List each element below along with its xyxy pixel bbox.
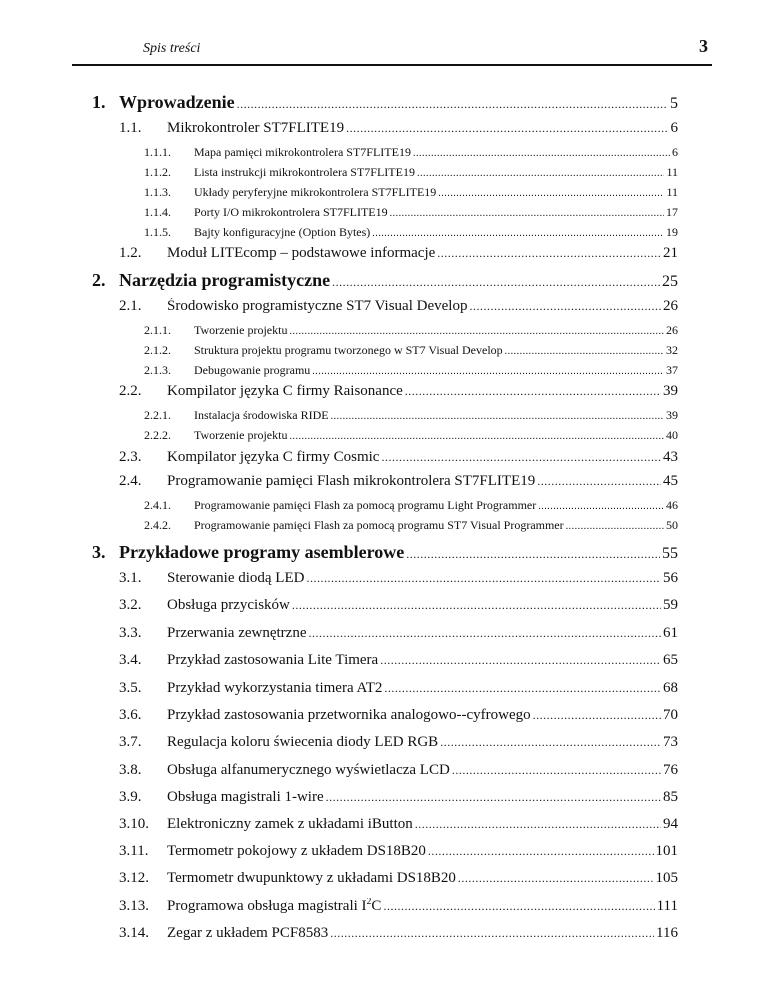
toc-leader bbox=[384, 682, 661, 694]
toc-number: 2.4.2. bbox=[144, 518, 171, 532]
toc-subsection-1-1-2[interactable] bbox=[144, 165, 678, 180]
toc-leader bbox=[406, 548, 660, 560]
toc-page: 70 bbox=[663, 707, 678, 723]
toc-subsection-2-1-1[interactable] bbox=[144, 323, 678, 338]
toc-number: 3.12. bbox=[119, 870, 149, 886]
toc-title: Porty I/O mikrokontrolera ST7FLITE19 bbox=[194, 205, 388, 219]
toc-title: Układy peryferyjne mikrokontrolera ST7FLITE19 bbox=[194, 185, 437, 199]
toc-page: 50 bbox=[666, 518, 678, 532]
toc-page: 39 bbox=[663, 383, 678, 399]
toc-title: Przykład zastosowania Lite Timera bbox=[167, 652, 379, 668]
toc-number: 3.13. bbox=[119, 898, 149, 914]
toc-number: 2.4.1. bbox=[144, 498, 171, 512]
toc-title: Programowanie pamięci Flash za pomocą programu ST7 Visual Programmer bbox=[194, 518, 564, 532]
toc-number: 2.1. bbox=[119, 298, 142, 314]
toc-leader bbox=[306, 572, 661, 584]
toc-number: 3.6. bbox=[119, 707, 142, 723]
toc-page: 39 bbox=[666, 408, 678, 422]
toc-leader bbox=[309, 627, 662, 639]
toc-leader bbox=[372, 229, 664, 239]
toc-page: 26 bbox=[666, 323, 678, 337]
toc-leader bbox=[330, 927, 654, 939]
toc-number: 2. bbox=[92, 270, 106, 290]
toc-leader bbox=[413, 149, 670, 159]
toc-title: Instalacja środowiska RIDE bbox=[194, 408, 329, 422]
toc-title: Przykładowe programy asemblerowe bbox=[119, 542, 405, 562]
toc-page: 26 bbox=[663, 298, 678, 314]
toc-number: 2.2.1. bbox=[144, 408, 171, 422]
toc-title: Przerwania zewnętrzne bbox=[167, 625, 307, 641]
toc-leader bbox=[438, 189, 664, 199]
running-header bbox=[0, 0, 768, 70]
toc-page: 101 bbox=[655, 843, 678, 859]
toc-title: Tworzenie projektu bbox=[194, 428, 288, 442]
toc-section-2-1[interactable] bbox=[119, 298, 678, 315]
toc-number: 2.4. bbox=[119, 473, 142, 489]
toc-number: 3.11. bbox=[119, 843, 149, 859]
toc-page: 17 bbox=[666, 205, 678, 219]
toc-subsection-1-1-4[interactable] bbox=[144, 205, 678, 220]
toc-leader bbox=[332, 276, 660, 288]
toc-leader bbox=[505, 347, 664, 357]
toc-title: Wprowadzenie bbox=[119, 92, 235, 112]
page-number: 3 bbox=[699, 36, 708, 56]
toc-section-2-3[interactable] bbox=[119, 449, 678, 466]
toc-leader bbox=[381, 451, 661, 463]
toc-number: 3.3. bbox=[119, 625, 142, 641]
toc-page: 111 bbox=[656, 898, 678, 914]
toc-section-3-9[interactable] bbox=[119, 789, 678, 806]
toc-section-3-11[interactable] bbox=[119, 843, 678, 860]
toc-title: Elektroniczny zamek z układami iButton bbox=[167, 816, 413, 832]
toc-section-1-1[interactable] bbox=[119, 120, 678, 137]
toc-title bbox=[167, 898, 381, 915]
toc-title: Mikrokontroler ST7FLITE19 bbox=[167, 120, 345, 136]
toc-number: 3. bbox=[92, 542, 106, 562]
toc-section-1-2[interactable] bbox=[119, 245, 678, 262]
toc-title: Termometr pokojowy z układem DS18B20 bbox=[167, 843, 426, 859]
toc-page: 32 bbox=[666, 343, 678, 357]
toc-section-3-3[interactable] bbox=[119, 625, 678, 642]
toc-title-superscript: 2 bbox=[366, 898, 372, 907]
toc-page: 116 bbox=[656, 925, 678, 941]
toc-leader bbox=[458, 872, 654, 884]
toc-page: 105 bbox=[655, 870, 678, 886]
toc-chapter-1[interactable] bbox=[92, 92, 678, 113]
toc-page: 6 bbox=[670, 120, 678, 136]
toc-section-3-2[interactable] bbox=[119, 597, 678, 614]
toc-title: Moduł LITEcomp – podstawowe informacje bbox=[167, 245, 436, 261]
toc-number: 3.14. bbox=[119, 925, 149, 941]
toc-subsection-1-1-1[interactable] bbox=[144, 145, 678, 160]
toc-page: 11 bbox=[666, 165, 678, 179]
header-title: Spis treści bbox=[143, 41, 201, 56]
toc-leader bbox=[289, 432, 664, 442]
toc-section-3-13[interactable] bbox=[119, 898, 678, 915]
toc-title: Narzędzia programistyczne bbox=[119, 270, 331, 290]
toc-chapter-3[interactable] bbox=[92, 542, 678, 563]
toc-page: 6 bbox=[672, 145, 678, 159]
toc-number: 1. bbox=[92, 92, 106, 112]
toc-subsection-2-1-2[interactable] bbox=[144, 343, 678, 358]
toc-title: Obsługa przycisków bbox=[167, 597, 290, 613]
toc-title: Mapa pamięci mikrokontrolera ST7FLITE19 bbox=[194, 145, 411, 159]
toc-title: Bajty konfiguracyjne (Option Bytes) bbox=[194, 225, 371, 239]
toc-title: Termometr dwupunktowy z układami DS18B20 bbox=[167, 870, 456, 886]
toc-page: 21 bbox=[663, 245, 678, 261]
toc-title-part: C bbox=[371, 898, 382, 914]
toc-leader bbox=[405, 385, 661, 397]
toc-page: 37 bbox=[666, 363, 678, 377]
toc-number: 3.10. bbox=[119, 816, 149, 832]
toc-title: Środowisko programistyczne ST7 Visual Develop bbox=[167, 298, 468, 314]
toc-leader bbox=[312, 367, 664, 377]
toc-title-part: Programowa obsługa magistrali I bbox=[167, 898, 367, 914]
toc-number: 3.7. bbox=[119, 734, 142, 750]
toc-leader bbox=[415, 818, 661, 830]
toc-number: 2.3. bbox=[119, 449, 142, 465]
toc-title: Programowanie pamięci Flash mikrokontrolera ST7FLITE19 bbox=[167, 473, 536, 489]
toc-page: 85 bbox=[663, 789, 678, 805]
toc-number: 2.1.2. bbox=[144, 343, 171, 357]
toc-section-3-8[interactable] bbox=[119, 762, 678, 779]
toc-number: 3.9. bbox=[119, 789, 142, 805]
toc-subsection-1-1-3[interactable] bbox=[144, 185, 678, 200]
toc-subsection-2-2-2[interactable] bbox=[144, 428, 678, 443]
toc-section-3-12[interactable] bbox=[119, 870, 678, 887]
toc-section-3-7[interactable] bbox=[119, 734, 678, 751]
toc-page: 5 bbox=[670, 95, 678, 112]
toc-number: 1.1.4. bbox=[144, 205, 171, 219]
toc-leader bbox=[346, 122, 668, 134]
toc-page: 43 bbox=[663, 449, 678, 465]
toc-title: Kompilator języka C firmy Raisonance bbox=[167, 383, 403, 399]
toc-leader bbox=[537, 475, 661, 487]
toc-leader bbox=[237, 98, 668, 110]
toc-page: 76 bbox=[663, 762, 678, 778]
toc-title: Programowanie pamięci Flash za pomocą programu Light Programmer bbox=[194, 498, 537, 512]
toc-title: Przykład wykorzystania timera AT2 bbox=[167, 680, 383, 696]
toc-section-3-1[interactable] bbox=[119, 570, 678, 587]
toc-leader bbox=[469, 300, 661, 312]
toc-leader bbox=[417, 169, 664, 179]
toc-page: 59 bbox=[663, 597, 678, 613]
toc-number: 2.1.3. bbox=[144, 363, 171, 377]
toc-number: 2.2.2. bbox=[144, 428, 171, 442]
toc-leader bbox=[380, 654, 661, 666]
toc-title: Kompilator języka C firmy Cosmic bbox=[167, 449, 380, 465]
toc-page: 55 bbox=[662, 545, 678, 562]
toc-subsection-1-1-5[interactable] bbox=[144, 225, 678, 240]
toc-number: 1.1.5. bbox=[144, 225, 171, 239]
toc-leader bbox=[538, 502, 664, 512]
toc-page: 46 bbox=[666, 498, 678, 512]
toc-page: 94 bbox=[663, 816, 678, 832]
toc-leader bbox=[289, 327, 664, 337]
toc-number: 3.5. bbox=[119, 680, 142, 696]
toc-subsection-2-4-1[interactable] bbox=[144, 498, 678, 513]
toc-page: 65 bbox=[663, 652, 678, 668]
toc-section-3-6[interactable] bbox=[119, 707, 678, 724]
toc-number: 3.4. bbox=[119, 652, 142, 668]
toc-number: 1.1.2. bbox=[144, 165, 171, 179]
toc-title: Debugowanie programu bbox=[194, 363, 311, 377]
toc-number: 3.8. bbox=[119, 762, 142, 778]
toc-page: 19 bbox=[666, 225, 678, 239]
toc-title: Zegar z układem PCF8583 bbox=[167, 925, 329, 941]
toc-leader bbox=[331, 412, 664, 422]
toc-number: 1.2. bbox=[119, 245, 142, 261]
toc-subsection-2-4-2[interactable] bbox=[144, 518, 678, 533]
toc-chapter-2[interactable] bbox=[92, 270, 678, 291]
toc-section-3-10[interactable] bbox=[119, 816, 678, 833]
toc-title: Lista instrukcji mikrokontrolera ST7FLITE19 bbox=[194, 165, 415, 179]
toc-page: 11 bbox=[666, 185, 678, 199]
toc-leader bbox=[533, 709, 661, 721]
toc-title: Obsługa magistrali 1-wire bbox=[167, 789, 324, 805]
toc-leader bbox=[440, 736, 661, 748]
toc-section-2-4[interactable] bbox=[119, 473, 678, 490]
toc-leader bbox=[292, 599, 661, 611]
toc-leader bbox=[390, 209, 664, 219]
toc-section-3-5[interactable] bbox=[119, 680, 678, 697]
toc-leader bbox=[452, 764, 661, 776]
toc-page: 56 bbox=[663, 570, 678, 586]
toc-section-2-2[interactable] bbox=[119, 383, 678, 400]
header-rule bbox=[72, 64, 712, 66]
toc-page: 61 bbox=[663, 625, 678, 641]
toc-page: 68 bbox=[663, 680, 678, 696]
toc-leader bbox=[566, 522, 664, 532]
toc-title: Struktura projektu programu tworzonego w ST7 Visual Develop bbox=[194, 343, 503, 357]
toc-number: 3.1. bbox=[119, 570, 142, 586]
toc-title: Sterowanie diodą LED bbox=[167, 570, 305, 586]
toc-leader bbox=[428, 845, 654, 857]
toc-page: 45 bbox=[663, 473, 678, 489]
toc-section-3-4[interactable] bbox=[119, 652, 678, 669]
toc-page: 73 bbox=[663, 734, 678, 750]
toc-number: 1.1.1. bbox=[144, 145, 171, 159]
toc-subsection-2-2-1[interactable] bbox=[144, 408, 678, 423]
toc-title: Przykład zastosowania przetwornika analogowo--cyfrowego bbox=[167, 707, 531, 723]
toc-leader bbox=[326, 791, 661, 803]
toc-page: 25 bbox=[662, 273, 678, 290]
toc-leader bbox=[383, 900, 654, 912]
toc-subsection-2-1-3[interactable] bbox=[144, 363, 678, 378]
toc-page: 40 bbox=[666, 428, 678, 442]
toc-number: 3.2. bbox=[119, 597, 142, 613]
toc-title: Tworzenie projektu bbox=[194, 323, 288, 337]
toc-title: Obsługa alfanumerycznego wyświetlacza LCD bbox=[167, 762, 450, 778]
toc-number: 1.1.3. bbox=[144, 185, 171, 199]
toc-title: Regulacja koloru świecenia diody LED RGB bbox=[167, 734, 439, 750]
toc-leader bbox=[437, 247, 661, 259]
toc-number: 2.1.1. bbox=[144, 323, 171, 337]
toc-number: 1.1. bbox=[119, 120, 142, 136]
toc-section-3-14[interactable] bbox=[119, 925, 678, 942]
toc-number: 2.2. bbox=[119, 383, 142, 399]
